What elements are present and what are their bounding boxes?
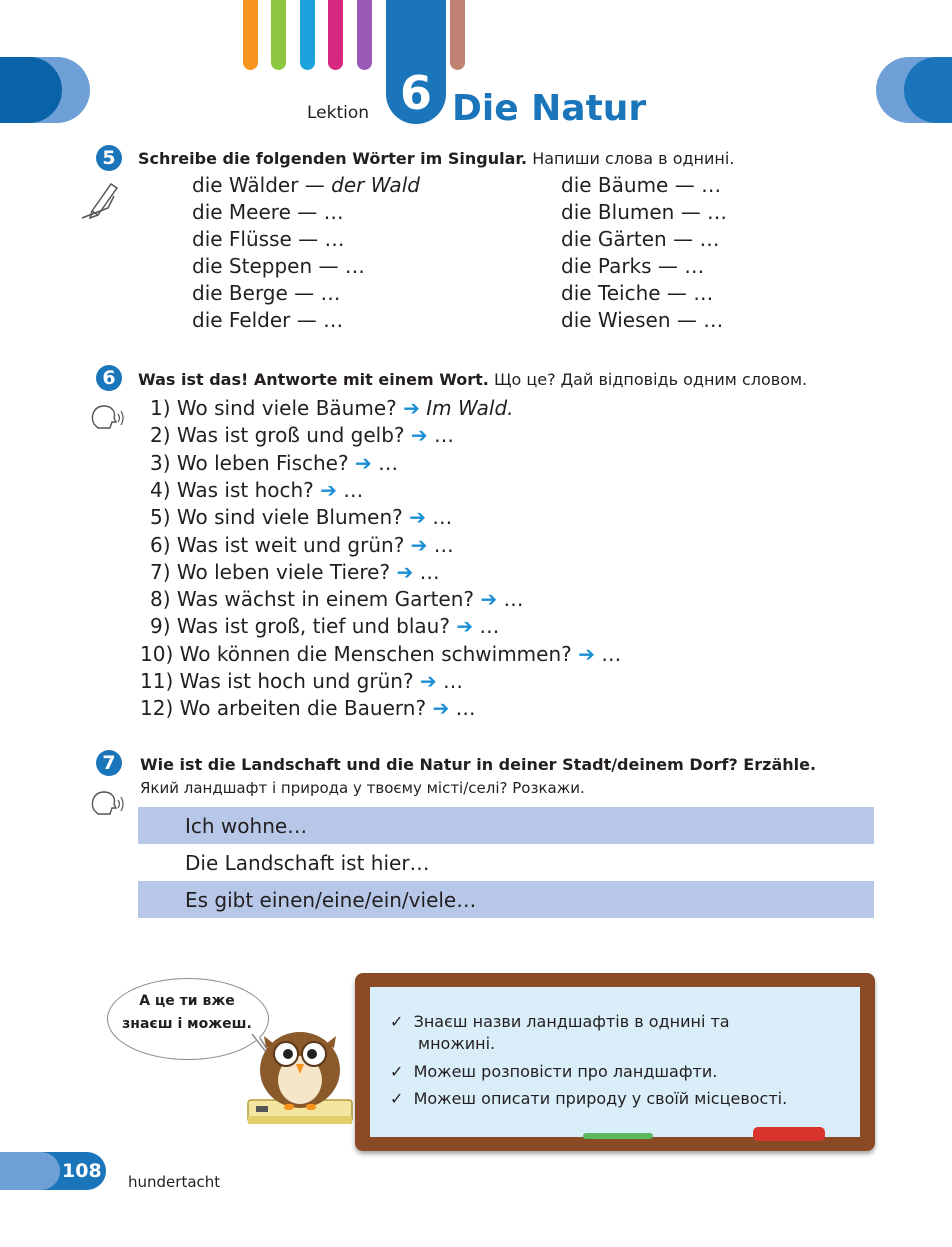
word-pair: die Bäume — … <box>561 173 722 197</box>
exercise-number: 6 <box>96 365 122 391</box>
answer-text: … <box>455 696 476 720</box>
question-text: Wo können die Menschen schwimmen? <box>179 642 572 666</box>
chalk-icon <box>583 1133 653 1139</box>
answer-text: … <box>378 451 399 475</box>
answer-text: … <box>443 669 464 693</box>
arrow-right-icon: ➔ <box>320 478 337 502</box>
word-pair: die Gärten — … <box>561 227 720 251</box>
question-text: Wo arbeiten die Bauern? <box>179 696 427 720</box>
question-text: Was wächst in einem Garten? <box>176 587 475 611</box>
question-number: 12) <box>140 696 174 720</box>
answer-text: … <box>601 642 622 666</box>
answer-text: … <box>503 587 524 611</box>
arrow-right-icon: ➔ <box>410 533 428 557</box>
arrow-right-icon: ➔ <box>432 696 450 720</box>
question-number: 9) <box>150 614 171 638</box>
arrow-right-icon: ➔ <box>480 587 498 611</box>
word-pair: die Meere — … <box>192 200 344 224</box>
prompt-text: Die Landschaft ist hier… <box>185 851 430 875</box>
word-pair: die Flüsse — … <box>192 227 345 251</box>
question-text: Was ist weit und grün? <box>176 533 405 557</box>
page-number-tab-light <box>0 1152 60 1190</box>
question-text: Wo sind viele Blumen? <box>176 505 403 529</box>
header-stripe <box>271 0 286 70</box>
speaking-head-icon <box>88 402 124 430</box>
word-pair: die Steppen — … <box>192 254 365 278</box>
word-pair: die Blumen — … <box>561 200 728 224</box>
question-row <box>150 533 454 557</box>
answer-text: … <box>432 505 453 529</box>
question-number: 4) <box>150 478 171 502</box>
exercise-instruction <box>138 370 807 389</box>
speaking-head-icon <box>88 788 124 816</box>
question-row <box>150 560 440 584</box>
question-row <box>150 423 454 447</box>
page-number: 108 <box>62 1160 102 1182</box>
question-row <box>140 642 621 666</box>
header-stripe <box>357 0 372 70</box>
instruction-de: Wie ist die Landschaft und die Natur in deiner Stadt/deinem Dorf? Erzähle. <box>140 755 817 774</box>
question-text: Wo leben viele Tiere? <box>176 560 391 584</box>
question-text: Was ist groß, tief und blau? <box>176 614 450 638</box>
question-number: 7) <box>150 560 171 584</box>
question-row <box>150 451 398 475</box>
word-pair: die Wiesen — … <box>561 308 724 332</box>
page-title: Die Natur <box>452 88 647 129</box>
answer-text: … <box>419 560 440 584</box>
question-number: 10) <box>140 642 174 666</box>
instruction-uk: Що це? Дай відповідь одним словом. <box>493 370 808 389</box>
pen-writing-icon <box>78 178 120 222</box>
header-stripe <box>300 0 315 70</box>
question-row <box>150 614 499 638</box>
arrow-right-icon: ➔ <box>410 423 428 447</box>
eraser-icon <box>753 1127 825 1141</box>
answer-text: … <box>479 614 500 638</box>
answer-text: … <box>434 423 455 447</box>
prompt-text: Es gibt einen/eine/ein/viele… <box>185 888 477 912</box>
lektion-label: Lektion <box>307 103 370 123</box>
word-pair: die Felder — … <box>192 308 344 332</box>
question-row <box>150 396 514 420</box>
question-row <box>150 478 363 502</box>
question-number: 2) <box>150 423 171 447</box>
check-icon: ✓ <box>390 1089 404 1108</box>
question-row <box>150 587 524 611</box>
arrow-right-icon: ➔ <box>403 396 420 420</box>
summary-item: ✓ Можеш описати природу у своїй місцевості. <box>390 1089 788 1108</box>
question-text: Was ist hoch und grün? <box>179 669 414 693</box>
answer-text: … <box>343 478 364 502</box>
arrow-right-icon: ➔ <box>419 669 437 693</box>
question-row <box>140 696 476 720</box>
word-pair: die Wälder — der Wald <box>192 173 420 197</box>
owl-on-books-illustration <box>244 1022 356 1130</box>
check-icon: ✓ <box>390 1012 404 1031</box>
word-pair: die Berge — … <box>192 281 341 305</box>
arrow-right-icon: ➔ <box>456 614 474 638</box>
exercise-number: 7 <box>96 750 122 776</box>
question-number: 3) <box>150 451 171 475</box>
question-row <box>140 669 463 693</box>
question-text: Wo leben Fische? <box>176 451 349 475</box>
answer-text: … <box>433 533 454 557</box>
arrow-right-icon: ➔ <box>409 505 426 529</box>
summary-item: ✓ Можеш розповісти про ландшафти. <box>390 1062 718 1081</box>
lesson-number: 6 <box>399 66 432 120</box>
question-number: 5) <box>150 505 171 529</box>
question-text: Was ist hoch? <box>176 478 314 502</box>
header-stripe <box>328 0 343 70</box>
question-text: Was ist groß und gelb? <box>176 423 405 447</box>
bubble-line: А це ти вже <box>139 993 235 1009</box>
instruction-de: Schreibe die folgenden Wörter im Singular. <box>138 149 528 168</box>
question-number: 8) <box>150 587 171 611</box>
prompt-text: Ich wohne… <box>185 814 308 838</box>
question-number: 11) <box>140 669 174 693</box>
summary-item: ✓ Знаєш назви ландшафтів в однині та <box>390 1012 730 1031</box>
question-row <box>150 505 452 529</box>
instruction-uk: Напиши слова в однині. <box>532 149 735 168</box>
arrow-right-icon: ➔ <box>396 560 414 584</box>
header-stripe <box>450 0 465 70</box>
exercise-instruction <box>138 149 734 168</box>
page-word: hundertacht <box>128 1173 221 1191</box>
question-number: 6) <box>150 533 171 557</box>
word-pair: die Parks — … <box>561 254 705 278</box>
answer-text: Im Wald. <box>426 396 514 420</box>
instruction-de: Was ist das! Antworte mit einem Wort. <box>138 370 489 389</box>
arrow-right-icon: ➔ <box>354 451 372 475</box>
question-text: Wo sind viele Bäume? <box>176 396 397 420</box>
exercise-number: 5 <box>96 145 122 171</box>
check-icon: ✓ <box>390 1062 404 1081</box>
summary-item-continued: множині. <box>418 1034 496 1053</box>
instruction-uk: Який ландшафт і природа у твоєму місті/селі? Розкажи. <box>140 779 585 797</box>
bubble-line: знаєш і можеш. <box>122 1016 252 1032</box>
word-pair: die Teiche — … <box>561 281 714 305</box>
question-number: 1) <box>150 396 171 420</box>
arrow-right-icon: ➔ <box>578 642 595 666</box>
header-stripe <box>243 0 258 70</box>
